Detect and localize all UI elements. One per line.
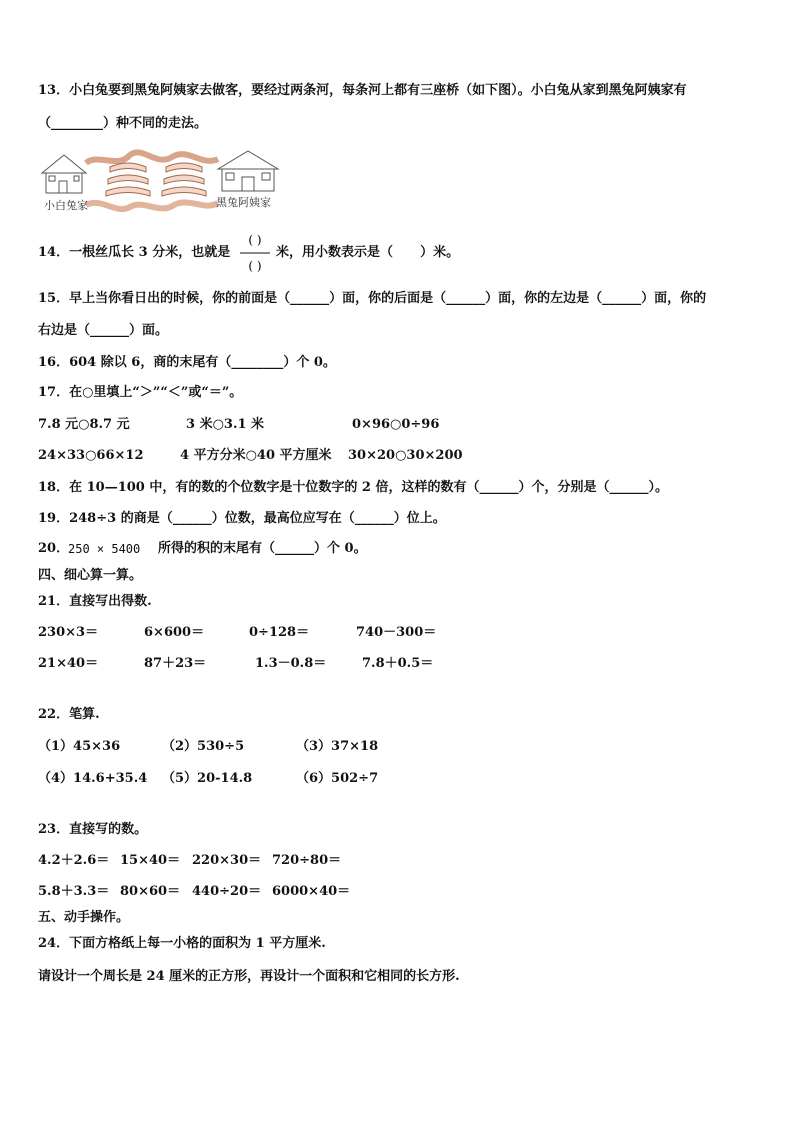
right-house-icon [218, 151, 278, 191]
q22-item: （5）20-14.8 [162, 771, 253, 786]
q22-item: （6）502÷7 [296, 771, 379, 786]
bridges-illustration [38, 145, 283, 217]
q23-item: 220×30＝ [192, 853, 262, 868]
q21-item: 6×600＝ [144, 625, 205, 640]
river2-bridges-icon [162, 163, 206, 196]
label-left-house: 小白兔家 [44, 199, 88, 212]
q17-item: 3 米○3.1 米 [186, 417, 265, 432]
q17-item: 4 平方分米○40 平方厘米 [180, 448, 332, 463]
river-bank-bottom [86, 202, 218, 209]
q17-item: 7.8 元○8.7 元 [38, 417, 130, 432]
q23-item: 5.8＋3.3＝ [38, 884, 110, 899]
fraction-numerator: ( ) [248, 233, 262, 247]
q13-text-line2: （________）种不同的走法。 [38, 116, 208, 131]
q22-item: （1）45×36 [38, 739, 121, 754]
q22-item: （3）37×18 [296, 739, 379, 754]
q17-item: 24×33○66×12 [38, 448, 144, 463]
label-right-house: 黑兔阿姨家 [216, 196, 271, 209]
q14-text-before: 14．一根丝瓜长 3 分米，也就是 [38, 245, 231, 260]
q18-text: 18．在 10—100 中，有的数的个位数字是十位数字的 2 倍，这样的数有（______）个，分别是（______）。 [38, 480, 668, 495]
q15-text-line1: 15．早上当你看日出的时候，你的前面是（______）面，你的后面是（______）面，你的左边是（______）面，你的 [38, 291, 707, 306]
q13-text-line1: 13．小白兔要到黑兔阿姨家去做客，要经过两条河，每条河上都有三座桥（如下图）。小白兔从家到黑兔阿姨家有 [38, 83, 687, 98]
q21-item: 21×40＝ [38, 656, 99, 671]
section4-title: 四、细心算一算。 [38, 568, 143, 583]
q21-item: 1.3－0.8＝ [255, 656, 327, 671]
fraction-blank [238, 232, 272, 276]
q23-item: 80×60＝ [120, 884, 181, 899]
q20-suffix: 所得的积的末尾有（______）个 0。 [158, 541, 367, 556]
q21-title: 21．直接写出得数. [38, 594, 152, 609]
q17-item: 30×20○30×200 [348, 448, 463, 463]
q14-text-after: 米，用小数表示是（ ）米。 [276, 245, 460, 260]
q22-item: （4）14.6+35.4 [38, 771, 148, 786]
q16-text: 16．604 除以 6，商的末尾有（________）个 0。 [38, 355, 336, 370]
q21-item: 0÷128＝ [249, 625, 310, 640]
left-house-icon [42, 155, 86, 193]
q20-prefix: 20． [38, 541, 70, 556]
q20-expression: 250 × 5400 [68, 542, 141, 556]
q21-item: 230×3＝ [38, 625, 99, 640]
q22-title: 22．笔算. [38, 707, 100, 722]
q23-item: 720÷80＝ [272, 853, 342, 868]
q23-item: 4.2＋2.6＝ [38, 853, 110, 868]
q15-text-line2: 右边是（______）面。 [38, 323, 169, 338]
q23-item: 6000×40＝ [272, 884, 351, 899]
q21-item: 7.8＋0.5＝ [362, 656, 434, 671]
q23-title: 23．直接写的数。 [38, 822, 148, 837]
q24-text-line2: 请设计一个周长是 24 厘米的正方形，再设计一个面积和它相同的长方形. [38, 969, 460, 984]
q17-title: 17．在○里填上“＞”“＜”或“＝”。 [38, 385, 243, 400]
fraction-denominator: ( ) [248, 259, 262, 273]
q22-item: （2）530÷5 [162, 739, 245, 754]
river1-bridges-icon [106, 163, 150, 196]
q21-item: 740－300＝ [356, 625, 437, 640]
q19-text: 19．248÷3 的商是（______）位数，最高位应写在（______）位上。 [38, 511, 446, 526]
q21-item: 87＋23＝ [144, 656, 207, 671]
section5-title: 五、动手操作。 [38, 910, 130, 925]
q23-item: 15×40＝ [120, 853, 181, 868]
q17-item: 0×96○0÷96 [352, 417, 440, 432]
river-bank-top [86, 152, 218, 163]
q23-item: 440÷20＝ [192, 884, 262, 899]
q24-text-line1: 24．下面方格纸上每一小格的面积为 1 平方厘米. [38, 936, 326, 951]
